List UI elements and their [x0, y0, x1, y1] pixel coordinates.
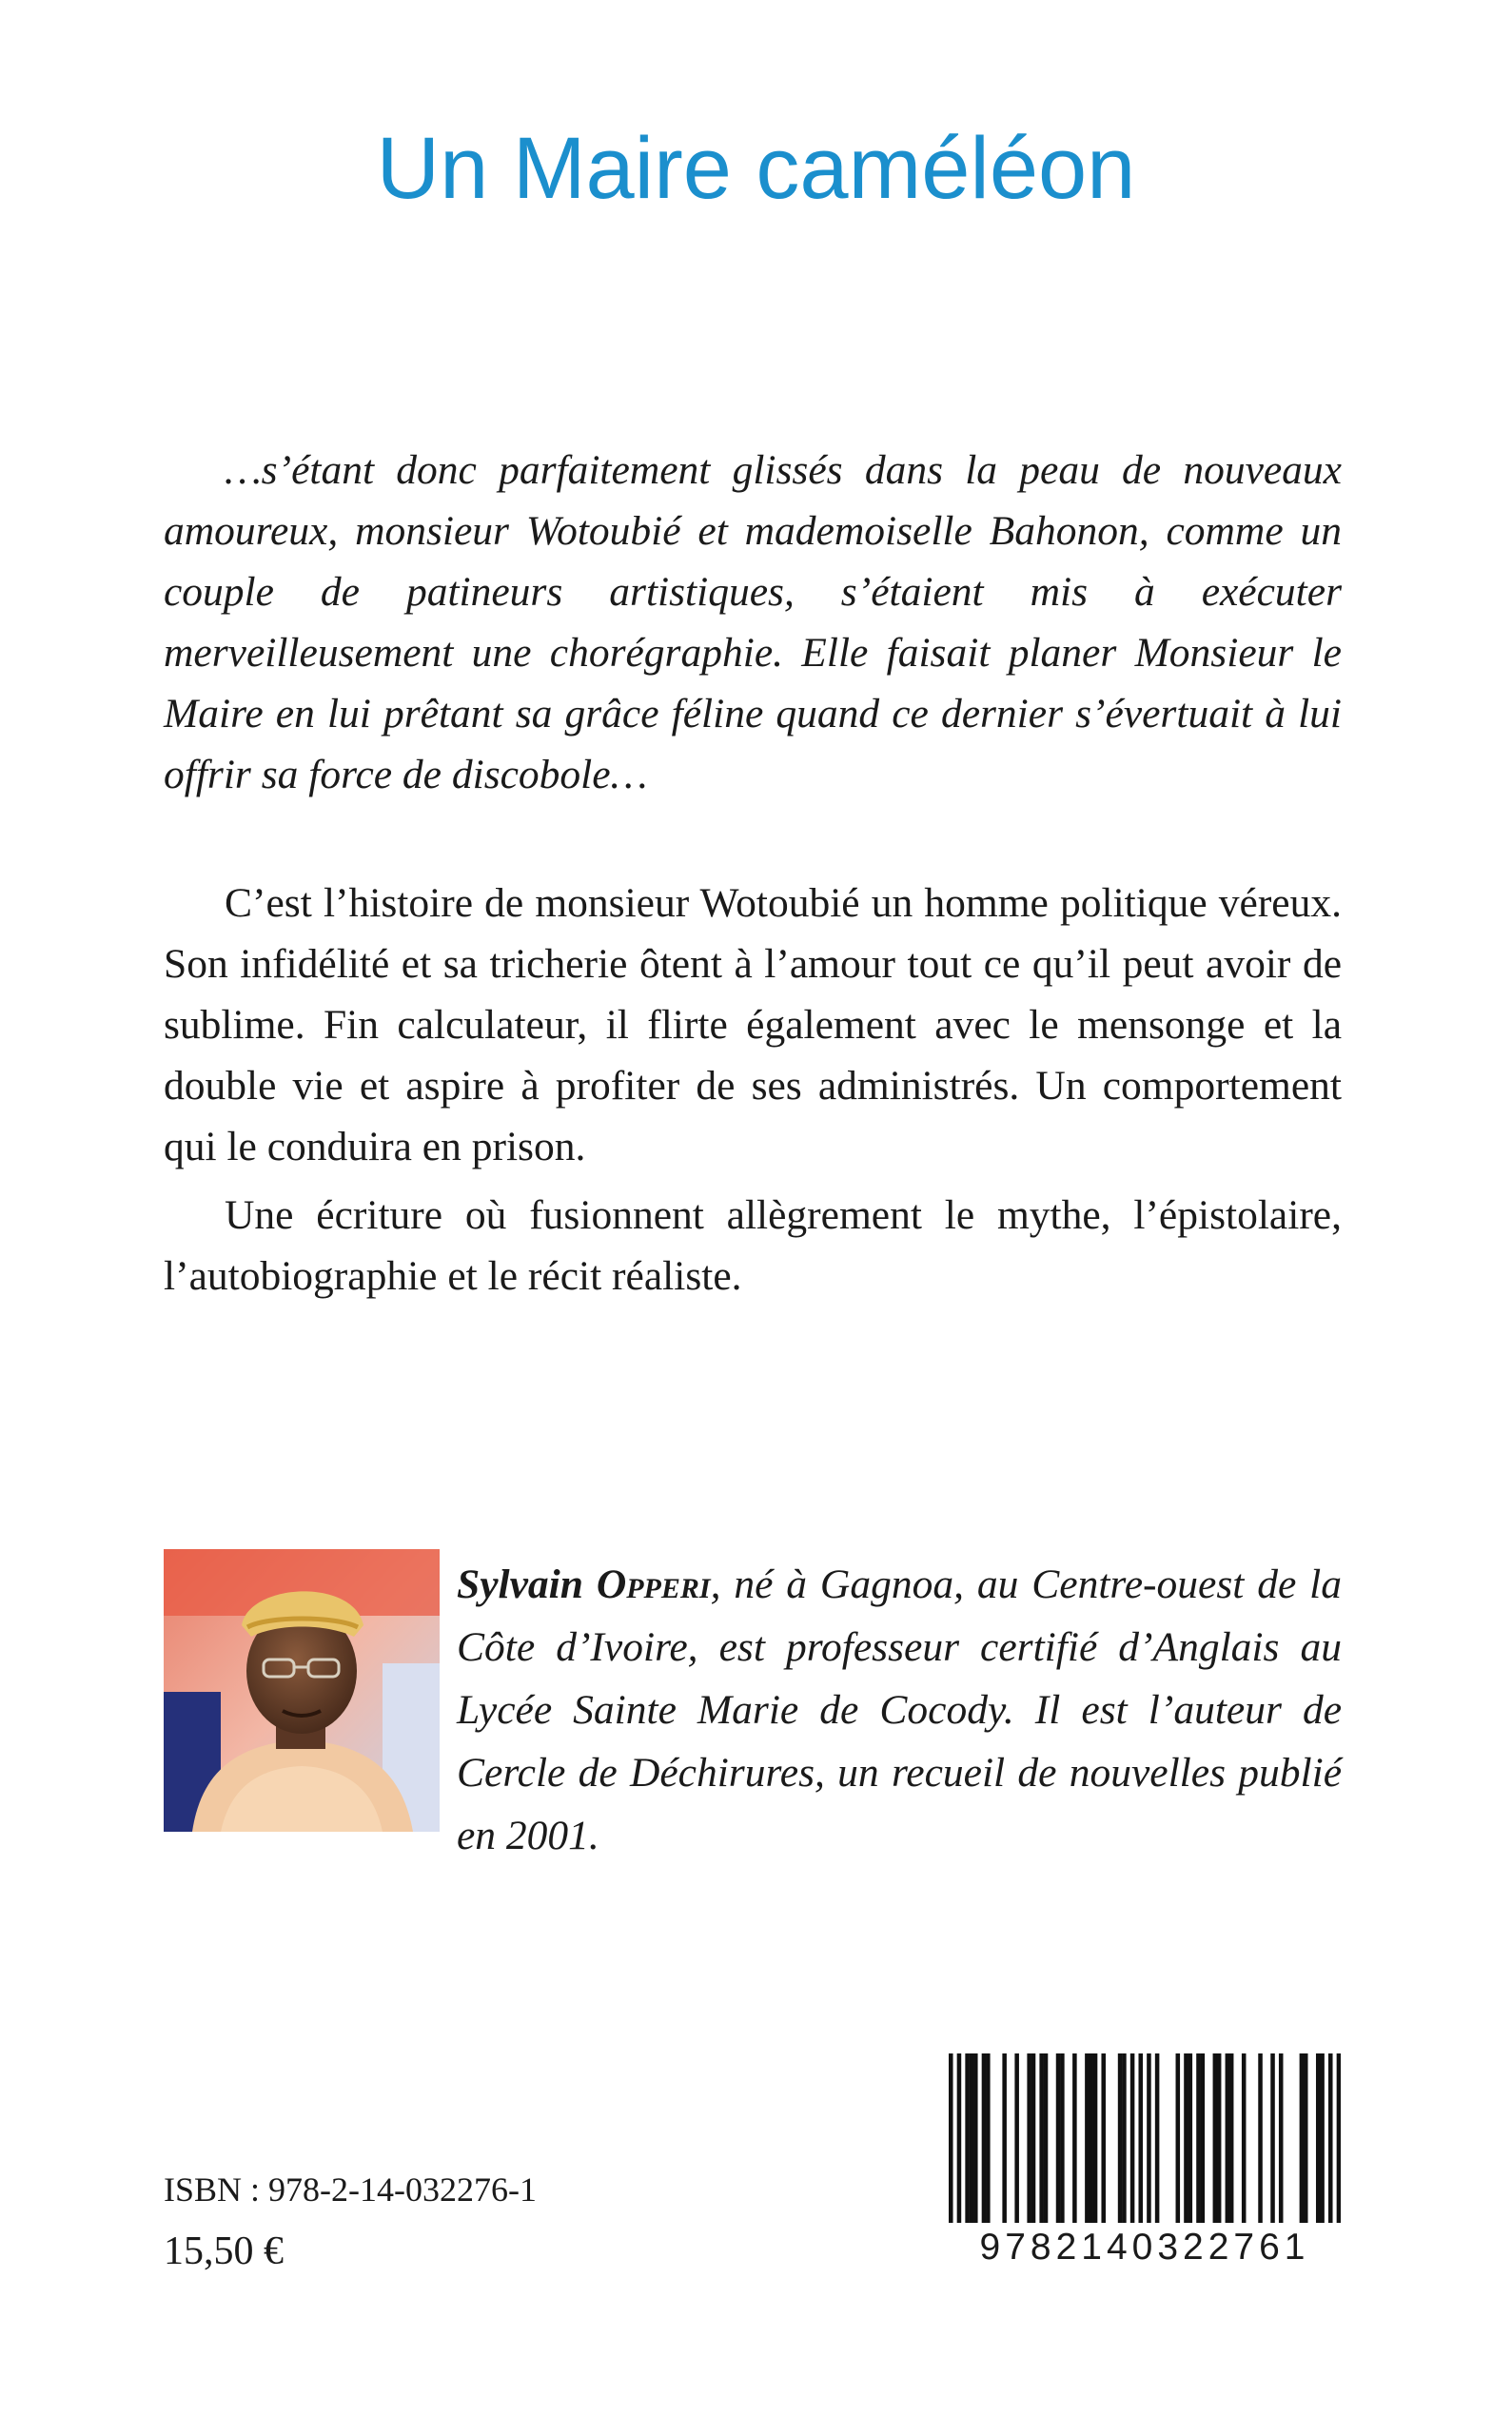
isbn-number: ISBN : 978-2-14-032276-1: [164, 2170, 537, 2209]
summary-paragraph-2: Une écriture où fusionnent allègrement le mythe, l’épistolaire, l’autobiographie et le récit réaliste.: [164, 1192, 1342, 1299]
barcode-digits: 9782140322761: [979, 2227, 1310, 2268]
barcode-bar: [1027, 2053, 1031, 2223]
barcode-bar: [1089, 2053, 1093, 2223]
barcode-bar: [1201, 2053, 1206, 2223]
barcode-bar: [1196, 2053, 1201, 2223]
barcode-bar: [1242, 2053, 1247, 2223]
barcode-bar: [973, 2053, 978, 2223]
barcode-bar: [1101, 2053, 1106, 2223]
barcode-bar: [1270, 2053, 1275, 2223]
barcode-bar: [1093, 2053, 1098, 2223]
barcode-bar: [1213, 2053, 1218, 2223]
excerpt-text: …s’étant donc parfaitement glissés dans la peau de nouveaux amoureux, monsieur Wotoubié et mademoiselle Bahonon, comme un couple de patineurs artistiques, s’étaient mis à exécuter merveilleusement une chorégraphie. Elle faisait planer Monsieur le Maire en lui prêtant sa grâce féline quand ce dernier s’évertuait à lui offrir sa force de discobole…: [164, 447, 1342, 797]
author-last-name: Opperi: [596, 1562, 711, 1607]
excerpt-quote: [164, 440, 1342, 805]
barcode-bar: [1226, 2053, 1230, 2223]
barcode-bar: [1060, 2053, 1065, 2223]
barcode-bar: [1056, 2053, 1061, 2223]
barcode-bar: [949, 2053, 953, 2223]
barcode-bar: [1316, 2053, 1321, 2223]
barcode-bar: [1320, 2053, 1325, 2223]
book-summary: [164, 873, 1342, 1306]
barcode-bar: [1002, 2053, 1007, 2223]
barcode-bar: [1072, 2053, 1077, 2223]
barcode-bar: [1147, 2053, 1151, 2223]
barcode-bar: [970, 2053, 974, 2223]
barcode-bar: [965, 2053, 970, 2223]
book-title: Un Maire caméléon: [376, 120, 1136, 217]
author-bio: [457, 1553, 1342, 1867]
barcode-bar: [1176, 2053, 1181, 2223]
author-first-name: Sylvain: [457, 1562, 583, 1607]
barcode-bar: [1039, 2053, 1044, 2223]
barcode-bar: [986, 2053, 991, 2223]
barcode-bar: [1184, 2053, 1188, 2223]
barcode-bar: [1130, 2053, 1135, 2223]
barcode-bar: [1122, 2053, 1127, 2223]
author-photo: [164, 1549, 440, 1832]
barcode-bar: [1188, 2053, 1193, 2223]
barcode-bar: [1300, 2053, 1305, 2223]
barcode-bar: [1044, 2053, 1049, 2223]
barcode-bar: [1118, 2053, 1123, 2223]
author-bio-text: , né à Gagnoa, au Centre-ouest de la Côte d’Ivoire, est professeur certifié d’Anglais au Lycée Sainte Marie de Cocody. Il est l’auteur de Cercle de Déchirures, un recueil de nouvelles publié en 2001.: [457, 1562, 1342, 1858]
price: 15,50 €: [164, 2229, 284, 2273]
barcode-bar: [1138, 2053, 1143, 2223]
barcode-bar: [1014, 2053, 1019, 2223]
barcode-bar: [1304, 2053, 1308, 2223]
barcode-bar: [957, 2053, 962, 2223]
barcode-bars: [949, 2053, 1341, 2223]
barcode-bar: [1258, 2053, 1263, 2223]
barcode-bar: [1155, 2053, 1160, 2223]
summary-paragraph-1: C’est l’histoire de monsieur Wotoubié un homme politique véreux. Son infidélité et sa tricherie ôtent à l’amour tout ce qu’il peut avoir de sublime. Fin calculateur, il flirte également avec le mensonge et la double vie et aspire à profiter de ses administrés. Un comportement qui le conduira en prison.: [164, 880, 1342, 1169]
barcode-bar: [1279, 2053, 1284, 2223]
barcode-bar: [1337, 2053, 1341, 2223]
barcode-bar: [982, 2053, 987, 2223]
barcode-bar: [1031, 2053, 1036, 2223]
barcode-bar: [1229, 2053, 1234, 2223]
barcode-bar: [1217, 2053, 1222, 2223]
barcode-bar: [1085, 2053, 1090, 2223]
barcode-bar: [1328, 2053, 1333, 2223]
